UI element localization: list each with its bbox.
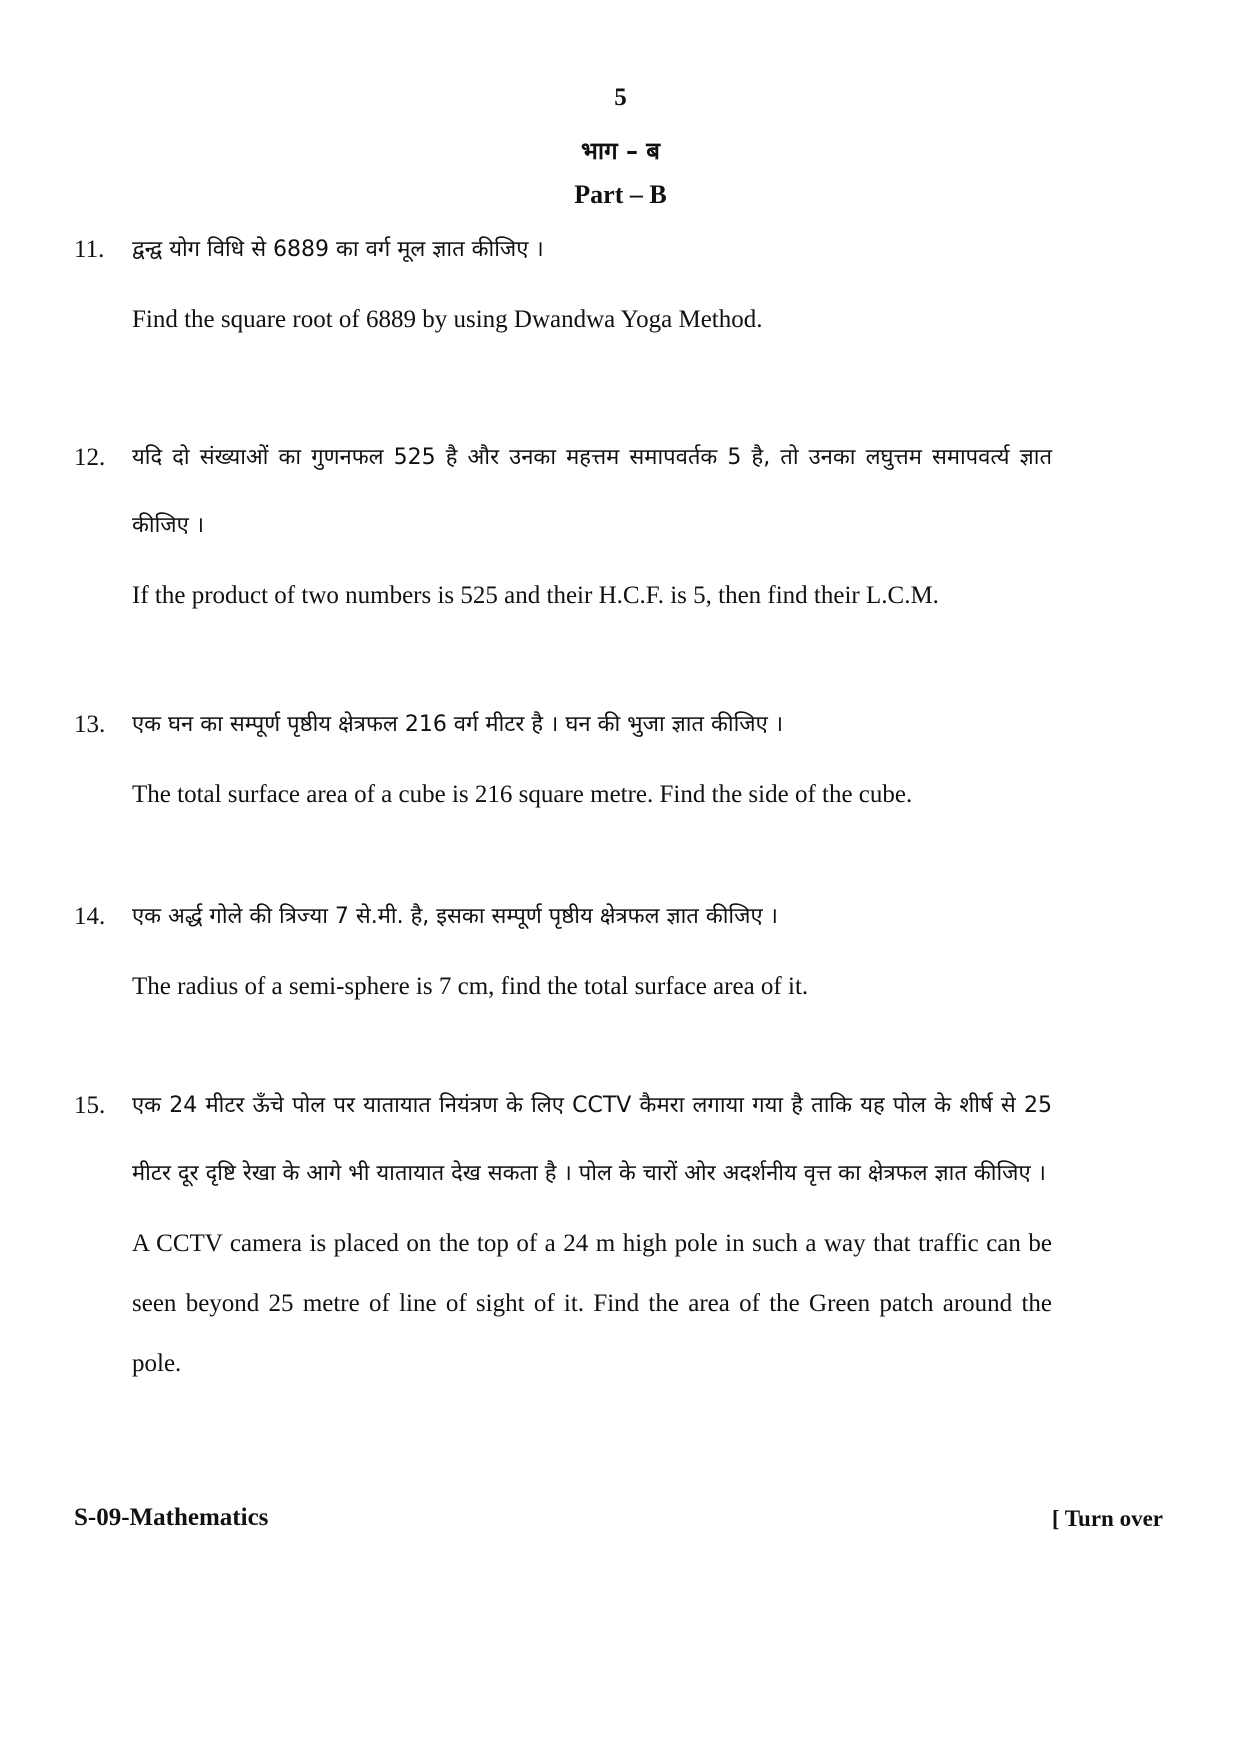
question-number: 14.	[74, 903, 106, 930]
question-14	[74, 903, 1054, 1017]
question-text-english: If the product of two numbers is 525 and their H.C.F. is 5, then find their L.C.M.	[132, 582, 939, 609]
question-11	[74, 236, 1054, 350]
section-title-english: Part – B	[574, 180, 667, 209]
question-text-english: Find the square root of 6889 by using Dwandwa Yoga Method.	[132, 306, 763, 333]
question-text-english: The radius of a semi-sphere is 7 cm, find the total surface area of it.	[132, 973, 809, 1000]
paper-code: S-09-Mathematics	[74, 1504, 269, 1531]
question-12	[74, 444, 1054, 626]
question-15	[74, 1092, 1054, 1394]
question-number: 11.	[74, 236, 105, 263]
question-text-hindi: एक घन का सम्पूर्ण पृष्ठीय क्षेत्रफल 216 वर्ग मीटर है । घन की भुजा ज्ञात कीजिए ।	[132, 712, 784, 737]
question-text-hindi: एक अर्द्ध गोले की त्रिज्या 7 से.मी. है, इसका सम्पूर्ण पृष्ठीय क्षेत्रफल ज्ञात कीजिए ।	[132, 904, 778, 929]
question-text-hindi: द्वन्द्व योग विधि से 6889 का वर्ग मूल ज्ञात कीजिए ।	[132, 237, 544, 262]
question-text-english: A CCTV camera is placed on the top of a 24 m high pole in such a way that traffic can be seen beyond 25 metre of line of sight of it. Find the area of the Green patch around the pole.	[132, 1230, 1052, 1377]
question-number: 15.	[74, 1092, 106, 1119]
question-text-english: The total surface area of a cube is 216 square metre. Find the side of the cube.	[132, 781, 913, 808]
page-number: 5	[614, 84, 627, 111]
question-number: 12.	[74, 444, 106, 471]
section-title-hindi: भाग – ब	[580, 137, 660, 165]
question-text-hindi: एक 24 मीटर ऊँचे पोल पर यातायात नियंत्रण के लिए CCTV कैमरा लगाया गया है ताकि यह पोल के शीर्ष से 25 मीटर दूर दृष्टि रेखा के आगे भी यातायात देख सकता है । पोल के चारों ओर अदर्शनीय वृत्त का क्षेत्रफल ज्ञात कीजिए ।	[132, 1093, 1053, 1186]
question-number: 13.	[74, 711, 106, 738]
turn-over-note: [ Turn over	[1051, 1506, 1163, 1531]
question-text-hindi: यदि दो संख्याओं का गुणनफल 525 है और उनका महत्तम समापवर्तक 5 है, तो उनका लघुत्तम समापवर्त्य ज्ञात कीजिए ।	[132, 445, 1052, 538]
question-13	[74, 711, 1054, 825]
